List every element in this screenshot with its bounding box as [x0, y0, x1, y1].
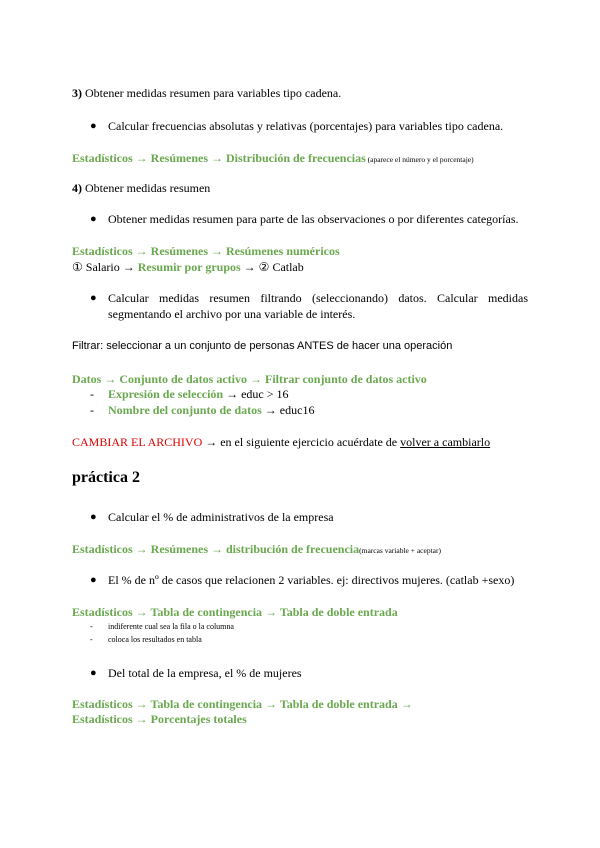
- practice-2-bullet-2: El % de nº de casos que relacionen 2 variables. ej: directivos mujeres. (catlab +sexo): [108, 573, 515, 587]
- section-3-title: Obtener medidas resumen para variables tipo cadena.: [82, 86, 342, 100]
- practice-2-sub-2: coloca los resultados en tabla: [108, 635, 202, 644]
- practice-2-heading: práctica 2: [72, 469, 140, 486]
- practice-2-sub-1: indiferente cual sea la fila o la columna: [108, 622, 234, 631]
- section-3-bullet: Calcular frecuencias absolutas y relativas (porcentajes) para variables tipo cadena.: [108, 119, 504, 133]
- dash-marker: -: [90, 635, 93, 644]
- bullet-icon: ●: [90, 667, 97, 679]
- filter-item-2: [108, 403, 314, 418]
- filter-item-1-label: Expresión de selección: [108, 387, 224, 401]
- bullet-icon: ●: [90, 511, 97, 523]
- change-file-text: → en el siguiente ejercicio acuérdate de: [202, 435, 401, 449]
- path-note: (aparece el número y el porcentaje): [365, 155, 474, 164]
- practice-2-bullet-3: Del total de la empresa, el % de mujeres: [108, 666, 302, 680]
- step-2-text: Catlab: [269, 260, 304, 274]
- filter-item-1: [108, 387, 289, 402]
- bullet-icon: ●: [90, 292, 97, 304]
- practice-2-path-2: Estadísticos → Tabla de contingencia → Tabla de doble entrada: [72, 605, 398, 619]
- change-file-warning: CAMBIAR EL ARCHIVO: [72, 435, 203, 449]
- menu-path: Estadísticos → Resúmenes → distribución de frecuencia: [72, 542, 360, 556]
- bullet-icon: ●: [90, 120, 97, 132]
- menu-path: Estadísticos → Resúmenes → Distribución de frecuencias: [72, 151, 366, 165]
- step-2-circle-icon: ②: [258, 260, 270, 274]
- step-1-circle-icon: ①: [72, 260, 83, 274]
- bullet-icon: ●: [90, 213, 97, 225]
- section-4-number: 4): [72, 181, 82, 195]
- filter-item-2-label: Nombre del conjunto de datos: [108, 403, 262, 417]
- path-note: (marcas variable + aceptar): [359, 546, 441, 555]
- section-4-bullet: Obtener medidas resumen para parte de las observaciones o por diferentes categorías.: [108, 212, 519, 226]
- practice-2-path-3-line-2: Estadísticos → Porcentajes totales: [72, 712, 247, 726]
- dash-marker: -: [90, 622, 93, 631]
- section-4-bullet-2-line-2: segmentando el archivo por una variable de interés.: [108, 307, 356, 321]
- filter-item-2-value: → educ16: [261, 403, 315, 417]
- bullet-icon: ●: [90, 574, 97, 586]
- section-4-bullet-2-line-1: Calcular medidas resumen filtrando (seleccionando) datos. Calcular medidas: [108, 291, 528, 305]
- step-1-option: Resumir por grupos: [137, 260, 241, 274]
- practice-2-bullet-1: Calcular el % de administrativos de la empresa: [108, 510, 334, 524]
- section-3-path: [72, 151, 474, 166]
- filter-definition: Filtrar: seleccionar a un conjunto de personas ANTES de hacer una operación: [72, 340, 453, 352]
- dash-marker: -: [90, 403, 94, 417]
- filter-item-1-value: → educ > 16: [223, 387, 289, 401]
- section-4-title: Obtener medidas resumen: [82, 181, 211, 195]
- filter-path: Datos → Conjunto de datos activo → Filtrar conjunto de datos activo: [72, 372, 427, 386]
- section-4-steps: [72, 260, 304, 275]
- change-file-note: [72, 435, 490, 450]
- section-4-heading: [72, 181, 210, 196]
- section-3-number: 3): [72, 86, 82, 100]
- step-1-text: Salario →: [82, 260, 138, 274]
- practice-2-path-1: [72, 542, 441, 557]
- practice-2-path-3-line-1: Estadísticos → Tabla de contingencia → Tabla de doble entrada →: [72, 697, 413, 711]
- section-3-heading: [72, 86, 341, 101]
- change-file-underlined: volver a cambiarlo: [400, 435, 491, 449]
- section-4-path: Estadísticos → Resúmenes → Resúmenes numéricos: [72, 244, 340, 258]
- step-arrow: →: [240, 260, 259, 274]
- dash-marker: -: [90, 387, 94, 401]
